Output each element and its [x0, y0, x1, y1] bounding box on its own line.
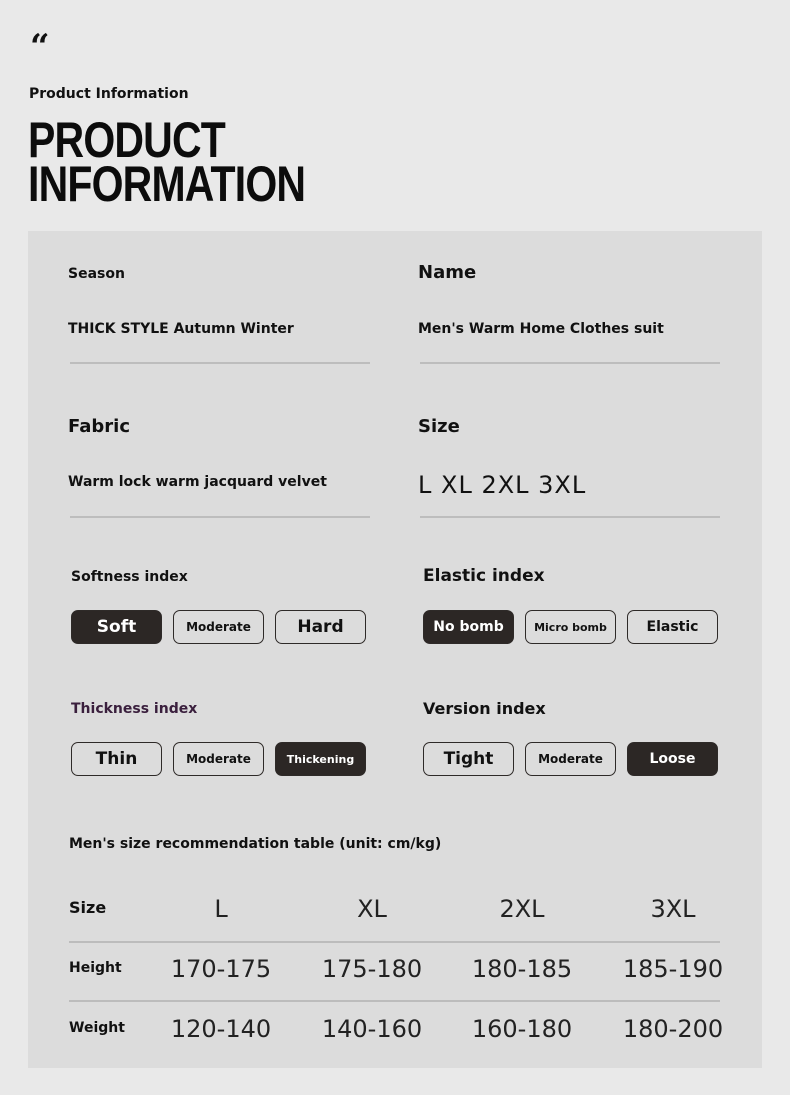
size-table-divider	[69, 941, 720, 943]
size-table-header-size: Size	[69, 898, 107, 917]
softness-option-hard[interactable]: Hard	[275, 610, 366, 644]
softness-option-soft[interactable]: Soft	[71, 610, 162, 644]
size-table-cell: 160-180	[471, 1015, 573, 1043]
version-option-moderate[interactable]: Moderate	[525, 742, 616, 776]
season-label: Season	[68, 266, 125, 282]
elastic-option-no-bomb[interactable]: No bomb	[423, 610, 514, 644]
info-panel	[28, 231, 762, 1068]
page-subtitle: Product Information	[29, 86, 189, 102]
size-table-cell: 140-160	[321, 1015, 423, 1043]
name-value: Men's Warm Home Clothes suit	[418, 321, 664, 337]
size-table-divider	[69, 1000, 720, 1002]
elastic-option-elastic[interactable]: Elastic	[627, 610, 718, 644]
page-title	[28, 112, 306, 212]
version-index-label: Version index	[423, 699, 546, 718]
size-table-row-weight-label: Weight	[69, 1020, 125, 1036]
page-title-line2: INFORMATION	[28, 156, 306, 212]
name-label: Name	[418, 262, 477, 283]
elastic-index-label: Elastic index	[423, 566, 545, 586]
thickness-index-label: Thickness index	[71, 701, 198, 717]
season-divider	[70, 362, 370, 364]
size-table-cell: 185-190	[622, 955, 724, 983]
size-table-row-height-label: Height	[69, 960, 122, 976]
size-table-cell: 170-175	[170, 955, 272, 983]
season-value: THICK STYLE Autumn Winter	[68, 321, 294, 337]
thickness-option-thin[interactable]: Thin	[71, 742, 162, 776]
fabric-value: Warm lock warm jacquard velvet	[68, 474, 327, 490]
elastic-option-micro-bomb[interactable]: Micro bomb	[525, 610, 616, 644]
name-divider	[420, 362, 720, 364]
version-option-tight[interactable]: Tight	[423, 742, 514, 776]
quote-mark: “	[30, 27, 50, 67]
size-divider	[420, 516, 720, 518]
version-option-loose[interactable]: Loose	[627, 742, 718, 776]
page-title-line1: PRODUCT	[28, 112, 225, 168]
size-table-cell: 175-180	[321, 955, 423, 983]
size-table-cell: 180-200	[622, 1015, 724, 1043]
size-table-header-l: L	[214, 895, 228, 923]
size-label: Size	[418, 416, 460, 437]
fabric-divider	[70, 516, 370, 518]
size-table-cell: 180-185	[471, 955, 573, 983]
size-table-header-xl: XL	[357, 895, 387, 923]
thickness-option-moderate[interactable]: Moderate	[173, 742, 264, 776]
size-table-header-2xl: 2XL	[499, 895, 545, 923]
size-table-header-3xl: 3XL	[650, 895, 696, 923]
size-table-title: Men's size recommendation table (unit: cm/kg)	[69, 836, 442, 852]
fabric-label: Fabric	[68, 416, 130, 437]
size-table-cell: 120-140	[170, 1015, 272, 1043]
softness-option-moderate[interactable]: Moderate	[173, 610, 264, 644]
thickness-option-thickening[interactable]: Thickening	[275, 742, 366, 776]
size-value: L XL 2XL 3XL	[418, 471, 587, 499]
softness-index-label: Softness index	[71, 569, 188, 585]
